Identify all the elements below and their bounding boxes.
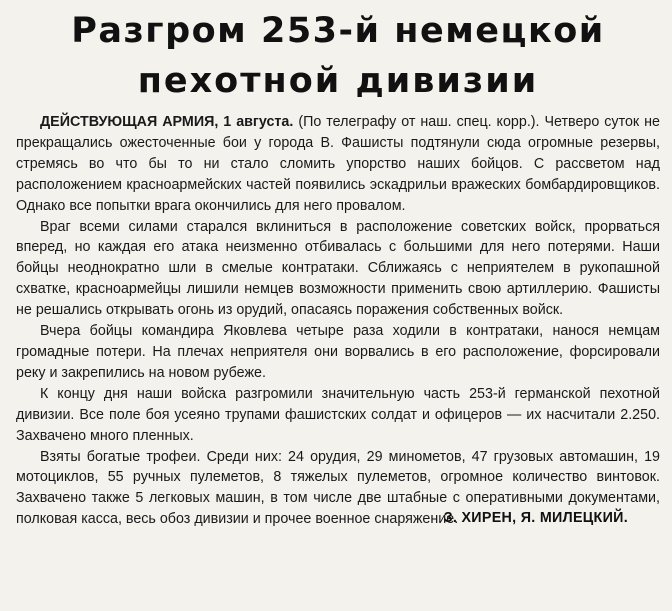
- article-paragraph: Враг всеми силами старался вклиниться в расположение советских войск, прорваться вперед, но каждая его атака неизменно отбивалась с большими для него потерями. Наши бойцы неоднократно шли в смелые контратаки. Сближаясь с неприятелем в рукопашной схватке, красноармейцы лишили немцев возможности применить свою артиллерию. Фашисты не решались открывать огонь из орудий, опасаясь поражения собственных войск.: [16, 218, 660, 319]
- article-paragraph: Вчера бойцы командира Яковлева четыре раза ходили в контратаки, нанося немцам громадные потери. На плечах неприятеля они ворвались в его расположение, форсировали реку и закрепились на новом рубеже.: [16, 323, 660, 381]
- article-paragraph: Взяты богатые трофеи. Среди них: 24 орудия, 29 минометов, 47 грузовых автомашин, 19 мотоциклов, 55 ручных пулеметов, 8 тяжелых пулеметов, огромное количество винтовок. Захвачено также 5 легковых машин, в том числе две штабные с оперативными документами, полковая касса, весь обоз дивизии и прочее военное снаряжение.: [16, 448, 660, 528]
- article-paragraph: [16, 112, 660, 217]
- source-note: (По телеграфу от наш. спец. корр.).: [298, 114, 540, 130]
- dateline: ДЕЙСТВУЮЩАЯ АРМИЯ, 1 августа.: [40, 114, 294, 130]
- headline-line-1: Разгром 253-й немецкой: [71, 11, 605, 51]
- paragraph-text: Четверо суток не прекращались ожесточенные бои у города В. Фашисты подтянули сюда огромные резервы, стремясь во что бы то ни стало сломить упорство наших бойцов. С рассветом над расположением красноармейских частей появились эскадрильи вражеских бомбардировщиков. Однако все попытки врага окончились для него провалом.: [16, 114, 660, 214]
- headline: [16, 6, 660, 106]
- article-paragraph: К концу дня наши войска разгромили значительную часть 253-й германской пехотной дивизии. Все поле боя усеяно трупами фашистских солдат и офицеров — их насчитали 2.250. Захвачено много пленных.: [16, 385, 660, 444]
- article-body: [16, 112, 660, 530]
- headline-line-2: пехотной дивизии: [137, 61, 539, 101]
- author-signature: З. ХИРЕН, Я. МИЛЕЦКИЙ.: [443, 510, 628, 527]
